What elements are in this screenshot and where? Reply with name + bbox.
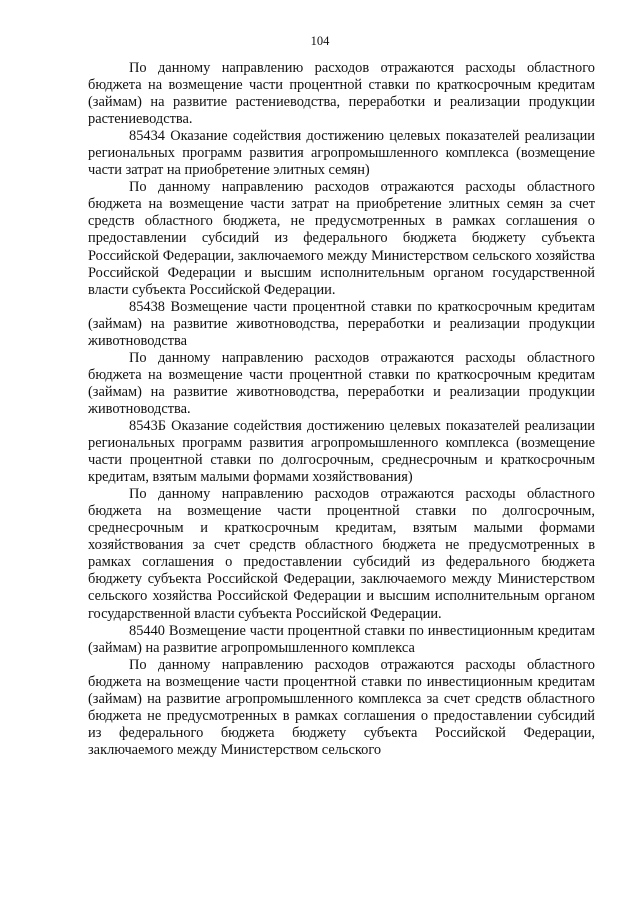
paragraph-code-85434: 85434 Оказание содействия достижению целевых показателей реализации региональных программ развития агропромышленного комплекса (возмещение части затрат на приобретение элитных семян) — [88, 128, 595, 179]
page-number: 104 — [310, 34, 330, 48]
paragraph-85438-description: По данному направлению расходов отражаются расходы областного бюджета на возмещение части процентной ставки по краткосрочным кредитам (займам) на развитие животноводства, переработки и реализации продукции животноводства. — [88, 349, 595, 417]
paragraph-85434-context: По данному направлению расходов отражаются расходы областного бюджета на возмещение части процентной ставки по краткосрочным кредитам (займам) на развитие растениеводства, переработки и реализации продукции растениеводства. — [88, 60, 595, 128]
paragraph-code-8543b: 8543Б Оказание содействия достижению целевых показателей реализации региональных программ развития агропромышленного комплекса (возмещение части процентной ставки по долгосрочным, среднесрочным и краткосрочным кредитам, взятым малыми формами хозяйствования) — [88, 417, 595, 486]
paragraph-85434-description: По данному направлению расходов отражаются расходы областного бюджета на возмещение части затрат на приобретение элитных семян за счет средств областного бюджета, не предусмотренных в рамках соглашения о предоставлении субсидий из федерального бюджета бюджету субъекта Российской Федерации, заключаемого между Министерством сельского хозяйства Российской Федерации и высшим исполнительным органом государственной власти субъекта Российской Федерации. — [88, 179, 595, 298]
document-body — [88, 60, 595, 759]
paragraph-code-85438: 85438 Возмещение части процентной ставки по краткосрочным кредитам (займам) на развитие животноводства, переработки и реализации продукции животноводства — [88, 298, 595, 349]
paragraph-code-85440: 85440 Возмещение части процентной ставки по инвестиционным кредитам (займам) на развитие агропромышленного комплекса — [88, 622, 595, 656]
paragraph-85440-description: По данному направлению расходов отражаются расходы областного бюджета на возмещение части процентной ставки по инвестиционным кредитам (займам) на развитие агропромышленного комплекса за счет средств областного бюджета не предусмотренных в рамках соглашения о предоставлении субсидий из федерального бюджета бюджету субъекта Российской Федерации, заключаемого между Министерством сельского — [88, 656, 595, 758]
paragraph-8543b-description: По данному направлению расходов отражаются расходы областного бюджета на возмещение части процентной ставки по долгосрочным, среднесрочным и краткосрочным кредитам, взятым малыми формами хозяйствования за счет средств областного бюджета не предусмотренных в рамках соглашения о предоставлении субсидий из федерального бюджета бюджету субъекта Российской Федерации, заключаемого между Министерством сельского хозяйства Российской Федерации и высшим исполнительным органом государственной власти субъекта Российской Федерации. — [88, 486, 595, 622]
